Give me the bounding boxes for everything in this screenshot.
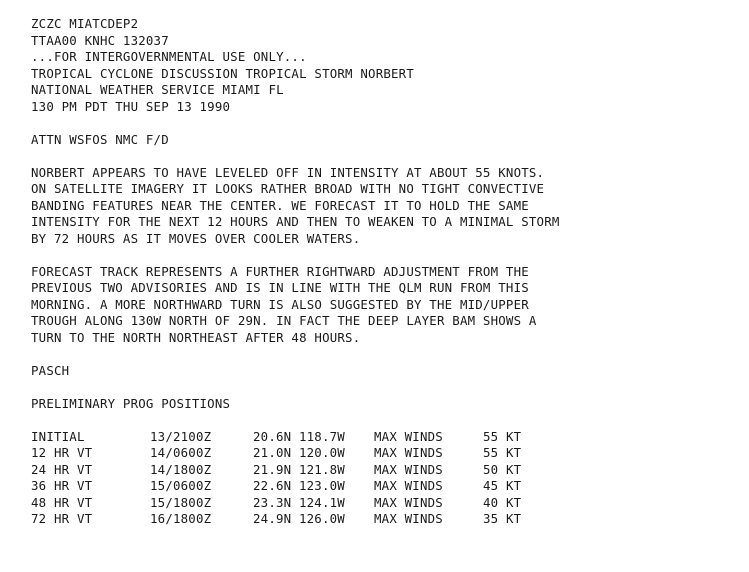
prog-positions-table: [31, 429, 543, 528]
position-cell: 21.9N 121.8W: [253, 461, 345, 477]
table-row: [31, 445, 543, 462]
position-cell: 24.9N 126.0W: [253, 511, 345, 526]
paragraph-line: BY 72 HOURS AS IT MOVES OVER COOLER WATERS.: [31, 230, 361, 246]
paragraph-line: MORNING. A MORE NORTHWARD TURN IS ALSO SUGGESTED BY THE MID/UPPER: [31, 296, 529, 312]
paragraph-line: NORBERT APPEARS TO HAVE LEVELED OFF IN INTENSITY AT ABOUT 55 KNOTS.: [31, 164, 545, 180]
discussion-text: [31, 16, 731, 528]
valid-time-cell: 13/2100Z: [150, 428, 212, 444]
max-winds-value-cell: 40 KT: [483, 494, 522, 510]
max-winds-value-cell: 55 KT: [483, 428, 522, 444]
blank-line: [31, 379, 731, 396]
valid-time-cell: 15/0600Z: [150, 478, 212, 493]
max-winds-label-cell: MAX WINDS: [374, 478, 443, 493]
paragraph-line: FORECAST TRACK REPRESENTS A FURTHER RIGHTWARD ADJUSTMENT FROM THE: [31, 263, 529, 279]
position-cell: 22.6N 123.0W: [253, 478, 345, 493]
paragraph-line: BANDING FEATURES NEAR THE CENTER. WE FORECAST IT TO HOLD THE SAME: [31, 197, 529, 213]
max-winds-value-cell: 45 KT: [483, 478, 522, 493]
max-winds-label-cell: MAX WINDS: [374, 494, 443, 510]
paragraph-line: INTENSITY FOR THE NEXT 12 HOURS AND THEN TO WEAKEN TO A MINIMAL STORM: [31, 214, 560, 229]
position-cell: 23.3N 124.1W: [253, 494, 345, 510]
header-line: NATIONAL WEATHER SERVICE MIAMI FL: [31, 82, 284, 97]
max-winds-value-cell: 50 KT: [483, 461, 522, 477]
blank-line: [31, 346, 731, 363]
valid-time-cell: 15/1800Z: [150, 494, 212, 510]
table-row: [31, 478, 543, 495]
forecast-hour-cell: 24 HR VT: [31, 461, 93, 477]
paragraph-line: TURN TO THE NORTH NORTHEAST AFTER 48 HOURS.: [31, 329, 361, 345]
attn-line: ATTN WSFOS NMC F/D: [31, 131, 169, 147]
header-line: TROPICAL CYCLONE DISCUSSION TROPICAL STORM NORBERT: [31, 65, 414, 81]
paragraph-line: TROUGH ALONG 130W NORTH OF 29N. IN FACT THE DEEP LAYER BAM SHOWS A: [31, 313, 537, 328]
max-winds-label-cell: MAX WINDS: [374, 445, 443, 460]
forecast-hour-cell: 48 HR VT: [31, 494, 93, 510]
bulletin-header: [31, 16, 731, 115]
header-line: 130 PM PDT THU SEP 13 1990: [31, 98, 231, 114]
blank-line: [31, 115, 731, 132]
valid-time-cell: 16/1800Z: [150, 511, 212, 526]
position-cell: 21.0N 120.0W: [253, 445, 345, 460]
header-line: TTAA00 KNHC 132037: [31, 32, 169, 48]
max-winds-label-cell: MAX WINDS: [374, 511, 443, 526]
forecast-hour-cell: 36 HR VT: [31, 478, 93, 493]
max-winds-value-cell: 55 KT: [483, 445, 522, 460]
paragraph-line: ON SATELLITE IMAGERY IT LOOKS RATHER BROAD WITH NO TIGHT CONVECTIVE: [31, 181, 545, 196]
forecast-hour-cell: 72 HR VT: [31, 511, 93, 526]
blank-line: [31, 247, 731, 264]
max-winds-label-cell: MAX WINDS: [374, 461, 443, 477]
table-row: [31, 429, 543, 446]
table-row: [31, 495, 543, 512]
discussion-paragraph-2: [31, 264, 731, 347]
blank-line: [31, 148, 731, 165]
forecast-hour-cell: 12 HR VT: [31, 445, 93, 460]
max-winds-value-cell: 35 KT: [483, 511, 522, 526]
header-line: ZCZC MIATCDEP2: [31, 16, 139, 31]
blank-line: [31, 412, 731, 429]
valid-time-cell: 14/0600Z: [150, 445, 212, 460]
paragraph-line: PREVIOUS TWO ADVISORIES AND IS IN LINE WITH THE QLM RUN FROM THIS: [31, 280, 529, 295]
max-winds-label-cell: MAX WINDS: [374, 428, 443, 444]
position-cell: 20.6N 118.7W: [253, 428, 345, 444]
header-line: ...FOR INTERGOVERNMENTAL USE ONLY...: [31, 49, 307, 64]
prog-positions-title: PRELIMINARY PROG POSITIONS: [31, 395, 231, 411]
forecaster-signature: PASCH: [31, 362, 70, 378]
table-row: [31, 462, 543, 479]
table-row: [31, 511, 543, 528]
discussion-paragraph-1: [31, 165, 731, 248]
forecast-hour-cell: INITIAL: [31, 428, 85, 444]
valid-time-cell: 14/1800Z: [150, 461, 212, 477]
